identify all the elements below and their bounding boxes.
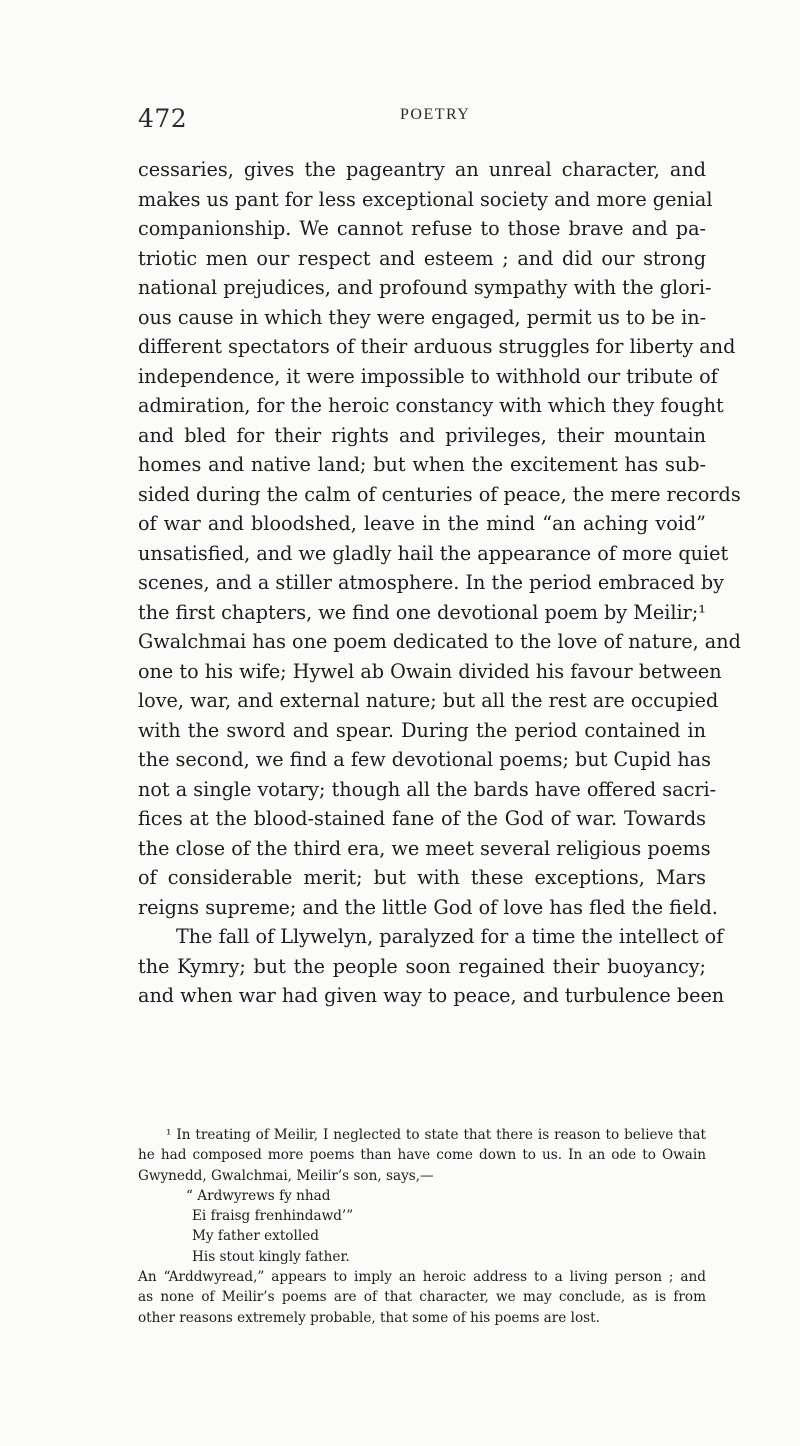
text-line: the Kymry; but the people soon regained their buoyancy; — [138, 954, 706, 978]
text-line: sided during the calm of centuries of peace, the mere records — [138, 482, 741, 506]
text-line: the close of the third era, we meet several religious poems — [138, 836, 711, 860]
footnote-line: Gwynedd, Gwalchmai, Meilir’s son, says,— — [138, 1167, 434, 1184]
text-line: love, war, and external nature; but all the rest are occupied — [138, 689, 719, 712]
footnote-line: other reasons extremely probable, that some of his poems are lost. — [138, 1309, 600, 1326]
text-line: scenes, and a stiller atmosphere. In the period embraced by — [138, 571, 724, 594]
footnote-verse-line: “ Ardwyrews fy nhad — [186, 1187, 331, 1204]
text-line: The fall of Llywelyn, paralyzed for a time the intellect of — [176, 925, 724, 948]
text-line: ous cause in which they were engaged, permit us to be in- — [138, 305, 707, 329]
footnote-line: as none of Meilir’s poems are of that character, we may conclude, as is from — [138, 1289, 706, 1306]
text-line: unsatisfied, and we gladly hail the appearance of more quiet — [138, 541, 729, 565]
footnote-line: ¹ In treating of Meilir, I neglected to state that there is reason to believe that — [166, 1127, 706, 1143]
text-line: admiration, for the heroic constancy with which they fought — [138, 394, 724, 417]
text-line: of considerable merit; but with these exceptions, Mars — [138, 866, 706, 889]
page-number: 472 — [138, 104, 188, 133]
footnote-verse-line: My father extolled — [192, 1228, 319, 1245]
text-line: the first chapters, we find one devotional poem by Meilir;¹ — [138, 600, 706, 624]
text-line: and bled for their rights and privileges, their mountain — [138, 423, 706, 447]
text-line: homes and native land; but when the excitement has sub- — [138, 453, 706, 476]
text-line: reigns supreme; and the little God of love has fled the field. — [138, 895, 718, 919]
footnote-line: An “Arddwyread,” appears to imply an heroic address to a living person ; and — [138, 1269, 706, 1286]
text-line: not a single votary; though all the bards have offered sacri- — [138, 777, 717, 801]
text-line: national prejudices, and profound sympathy with the glori- — [138, 276, 712, 299]
text-line: with the sword and spear. During the period contained in — [138, 718, 706, 742]
footnote — [138, 1125, 706, 1328]
text-line: companionship. We cannot refuse to those brave and pa- — [138, 217, 706, 240]
footnote-verse-line: Ei fraisg frenhindawd’” — [192, 1208, 354, 1225]
footnote-verse-line: His stout kingly father. — [192, 1248, 350, 1265]
text-line: one to his wife; Hywel ab Owain divided his favour between — [138, 659, 722, 683]
text-line: Gwalchmai has one poem dedicated to the love of nature, and — [138, 630, 741, 653]
text-line: different spectators of their arduous struggles for liberty and — [138, 335, 736, 358]
text-line: cessaries, gives the pageantry an unreal character, and — [138, 158, 706, 181]
footnote-line: he had composed more poems than have come down to us. In an ode to Owain — [138, 1147, 706, 1164]
text-line: of war and bloodshed, leave in the mind “an aching void” — [138, 512, 706, 535]
text-line: fices at the blood-stained fane of the God of war. Towards — [138, 807, 706, 830]
body-text — [138, 155, 741, 1011]
page-header — [138, 96, 706, 136]
text-line: the second, we find a few devotional poems; but Cupid has — [138, 748, 711, 771]
text-line: triotic men our respect and esteem ; and did our strong — [138, 246, 706, 270]
text-line: and when war had given way to peace, and turbulence been — [138, 984, 725, 1007]
running-head: POETRY — [400, 106, 471, 123]
text-line: makes us pant for less exceptional society and more genial — [138, 187, 713, 211]
text-line: independence, it were impossible to withhold our tribute of — [138, 364, 718, 388]
